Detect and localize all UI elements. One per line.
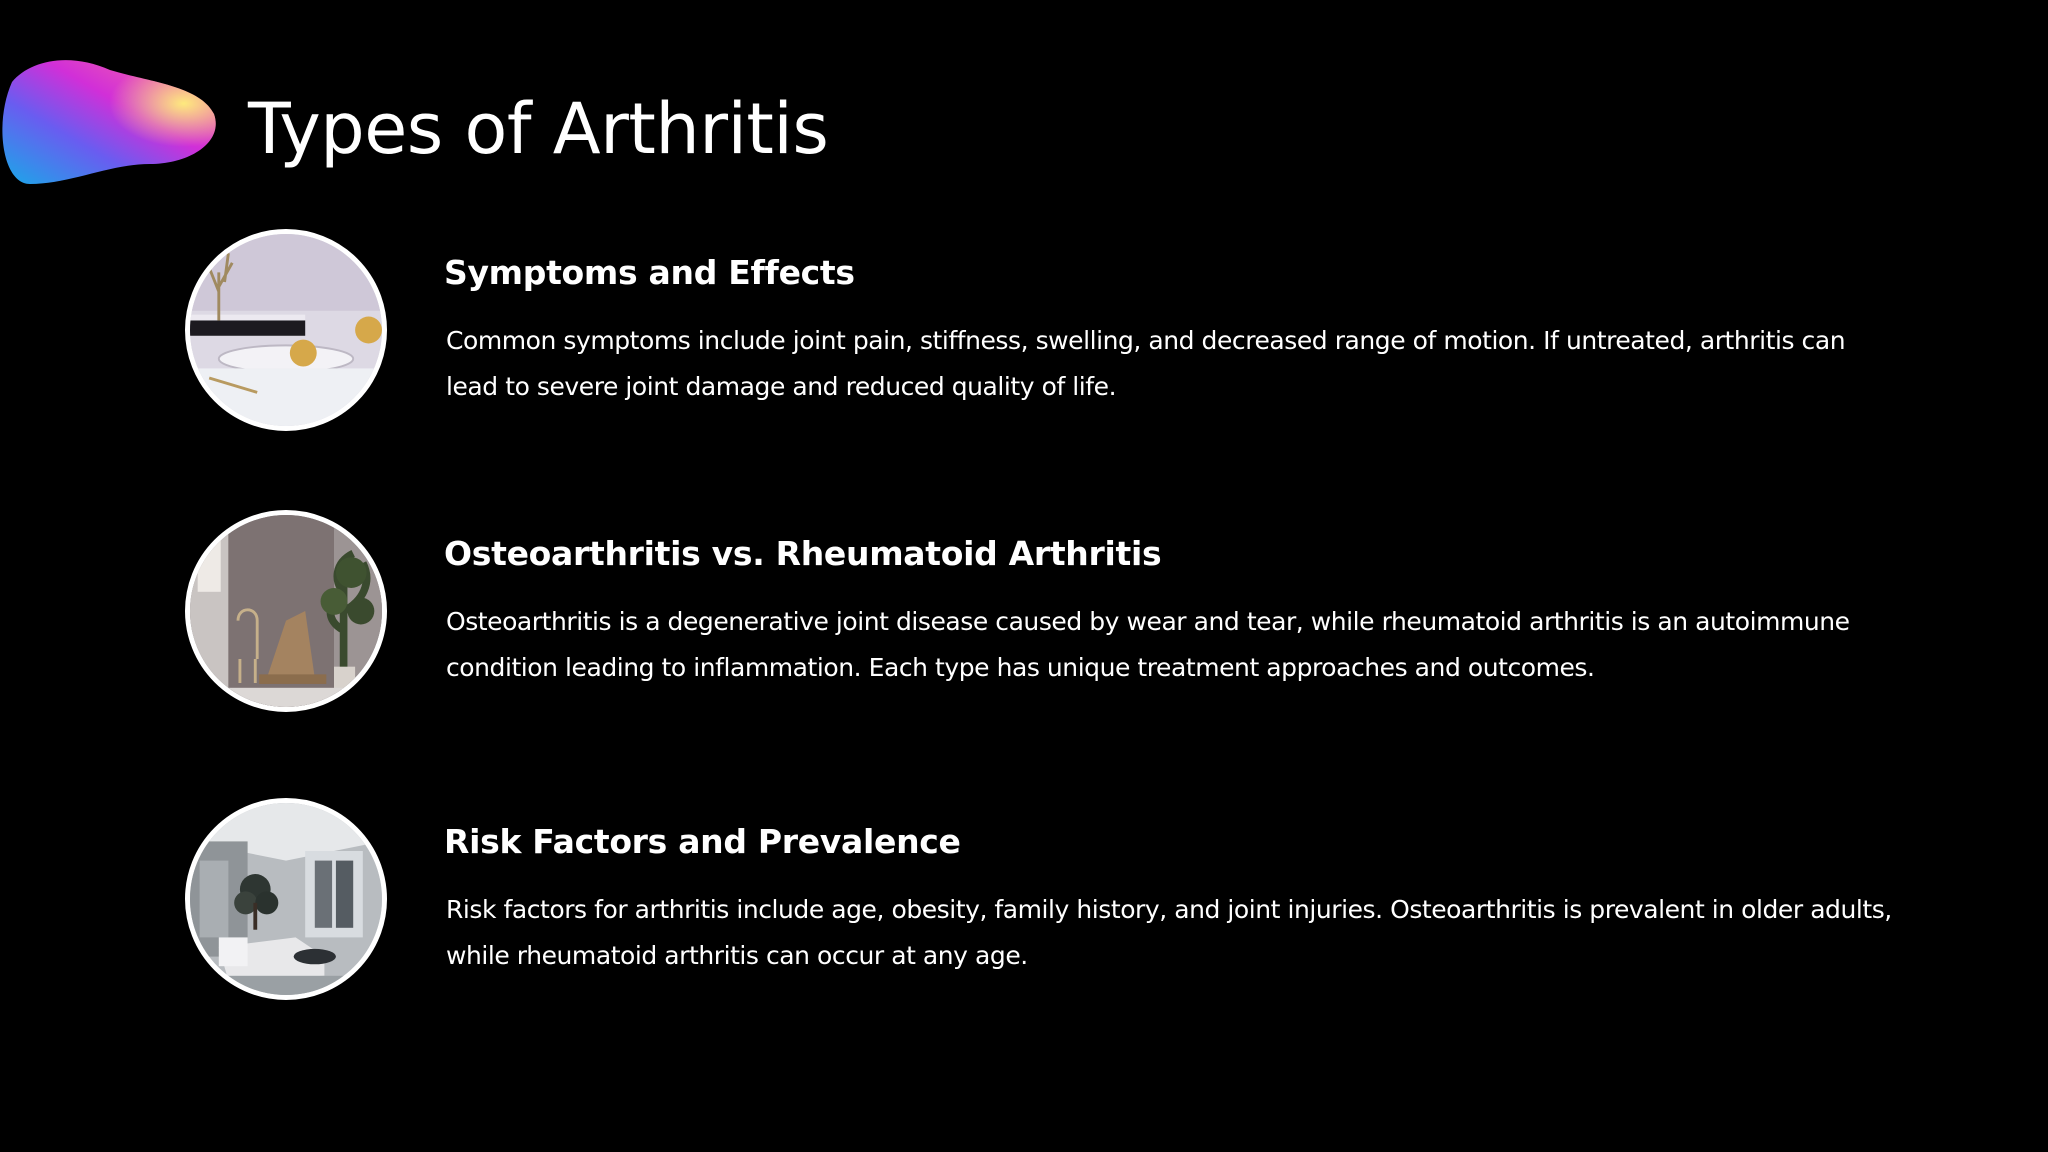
item-description: Risk factors for arthritis include age, obesity, family history, and joint injuries. Osteoarthritis is prevalent in older adults, while rheumatoid arthritis can occur at any age. — [446, 895, 1892, 970]
item-title: Symptoms and Effects — [444, 253, 855, 292]
interior-photo-thumbnail — [185, 510, 387, 712]
interior-photo-thumbnail — [185, 229, 387, 431]
interior-photo-thumbnail — [185, 798, 387, 1000]
item-description: Osteoarthritis is a degenerative joint disease caused by wear and tear, while rheumatoid arthritis is an autoimmune condition leading to inflammation. Each type has unique treatment approaches and outcomes. — [446, 607, 1850, 682]
gradient-blob-logo — [0, 52, 220, 188]
item-title: Osteoarthritis vs. Rheumatoid Arthritis — [444, 534, 1162, 573]
item-description: Common symptoms include joint pain, stiffness, swelling, and decreased range of motion. If untreated, arthritis can lead to severe joint damage and reduced quality of life. — [446, 326, 1846, 401]
item-title: Risk Factors and Prevalence — [444, 822, 961, 861]
page-title: Types of Arthritis — [248, 88, 829, 170]
